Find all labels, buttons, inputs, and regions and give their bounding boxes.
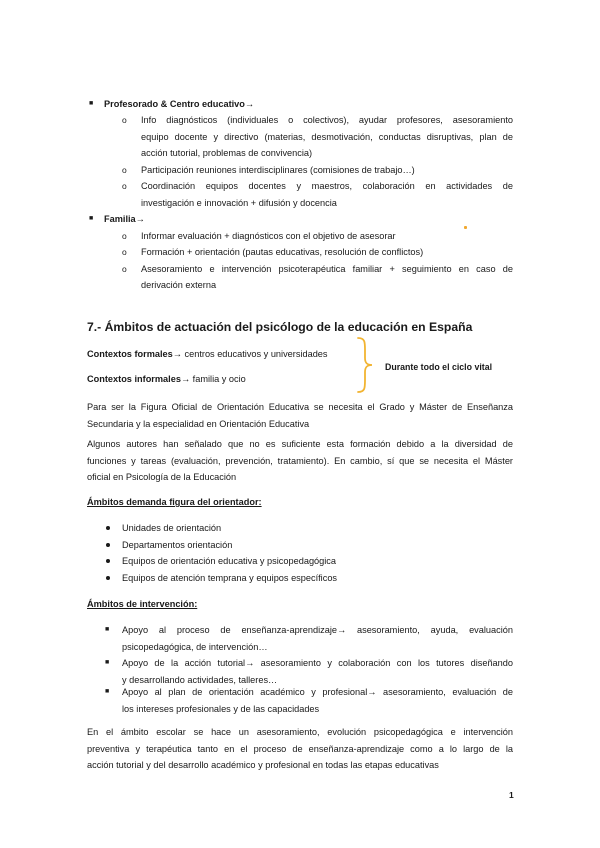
profesorado-item-2: Participación reuniones interdisciplinares (comisiones de trabajo…) [141, 164, 415, 175]
para1-line-2: Secundaria y la especialidad en Orientación Educativa [87, 418, 310, 429]
square-bullet-icon: ■ [105, 626, 110, 633]
curly-brace [355, 336, 375, 394]
familia-item-3-line-1: Asesoramiento e intervención psicoterapéutica familiar + seguimiento en caso de [141, 263, 513, 274]
profesorado-item-1-line-3: acción tutorial, problemas de convivencia) [141, 148, 313, 158]
para2-line-3: oficial en Psicología de la Educación [87, 472, 237, 482]
circle-bullet-icon: o [122, 115, 127, 125]
demanda-heading: Ámbitos demanda figura del orientador: [87, 497, 262, 507]
demanda-item-4: Equipos de atención temprana y equipos específicos [122, 572, 338, 583]
para2-line-1: Algunos autores han señalado que no es suficiente esta formación debido a la diversidad de [87, 439, 513, 449]
round-bullet-icon [106, 559, 110, 563]
profesorado-item-1-line-1: Info diagnósticos (individuales o colectivos), ayudar profesores, asesoramiento [141, 115, 513, 125]
intervencion-heading: Ámbitos de intervención: [87, 599, 198, 609]
contextos-formales: Contextos formales→ centros educativos y universidades [87, 349, 328, 359]
para3-line-1: En el ámbito escolar se hace un asesoramiento, evolución psicopedagógica e intervención [87, 727, 513, 737]
circle-bullet-icon: o [122, 164, 127, 175]
circle-bullet-icon: o [122, 181, 127, 191]
circle-bullet-icon: o [122, 263, 127, 274]
para2-line-2: funciones y tareas (evaluación, prevención, tratamiento). En cambio, sí que se necesita el Máster [87, 455, 513, 466]
page-number: 1 [509, 790, 514, 800]
intervencion-item-2-line-1: Apoyo de la acción tutorial→ asesoramiento y colaboración con los tutores diseñando [122, 658, 513, 668]
round-bullet-icon [106, 526, 110, 530]
intervencion-item-3-line-2: los intereses profesionales y de las capacidades [122, 703, 320, 714]
square-bullet-icon: ■ [89, 100, 94, 107]
square-bullet-icon: ■ [105, 688, 110, 695]
familia-item-2: Formación + orientación (pautas educativas, resolución de conflictos) [141, 247, 424, 257]
demanda-item-1: Unidades de orientación [122, 523, 222, 533]
round-bullet-icon [106, 576, 110, 580]
profesorado-item-3-line-1: Coordinación equipos docentes y maestros, colaboración en actividades de [141, 181, 513, 191]
square-bullet-icon: ■ [105, 659, 110, 666]
profesorado-item-3-line-2: investigación e innovación + difusión y docencia [141, 197, 337, 208]
para1-line-1: Para ser la Figura Oficial de Orientación Educativa se necesita el Grado y Máster de Enseñanza [87, 402, 513, 412]
intervencion-item-1-line-2: psicopedagógica, de intervención… [122, 641, 268, 652]
para3-line-3: acción tutorial y del desarrollo académico y profesional en todas las etapas educativas [87, 760, 439, 770]
demanda-item-2: Departamentos orientación [122, 539, 233, 550]
para3-line-2: preventiva y terapéutica tanto en el proceso de enseñanza-aprendizaje como a lo largo de la [87, 743, 513, 754]
circle-bullet-icon: o [122, 230, 127, 241]
intervencion-item-1-line-1: Apoyo al proceso de enseñanza-aprendizaje→ asesoramiento, ayuda, evaluación [122, 625, 513, 635]
brace-note: Durante todo el ciclo vital [385, 362, 493, 372]
intervencion-item-3-line-1: Apoyo al plan de orientación académico y profesional→ asesoramiento, evaluación de [122, 687, 513, 697]
square-bullet-icon: ■ [89, 215, 94, 222]
familia-heading: Familia→ [104, 214, 145, 224]
demanda-item-3: Equipos de orientación educativa y psicopedagógica [122, 556, 337, 566]
profesorado-heading: Profesorado & Centro educativo→ [104, 99, 255, 109]
highlight-mark [464, 226, 467, 229]
profesorado-item-1-line-2: equipo docente y directivo (materias, desmotivación, conductas disruptivas, plan de [141, 131, 513, 142]
section-7-title: 7.- Ámbitos de actuación del psicólogo de la educación en España [87, 320, 473, 334]
intervencion-item-2-line-2: y desarrollando actividades, talleres… [122, 674, 278, 685]
round-bullet-icon [106, 543, 110, 547]
familia-item-3-line-2: derivación externa [141, 280, 217, 290]
contextos-informales: Contextos informales→ familia y ocio [87, 374, 246, 384]
circle-bullet-icon: o [122, 247, 127, 257]
familia-item-1: Informar evaluación + diagnósticos con el objetivo de asesorar [141, 230, 396, 241]
